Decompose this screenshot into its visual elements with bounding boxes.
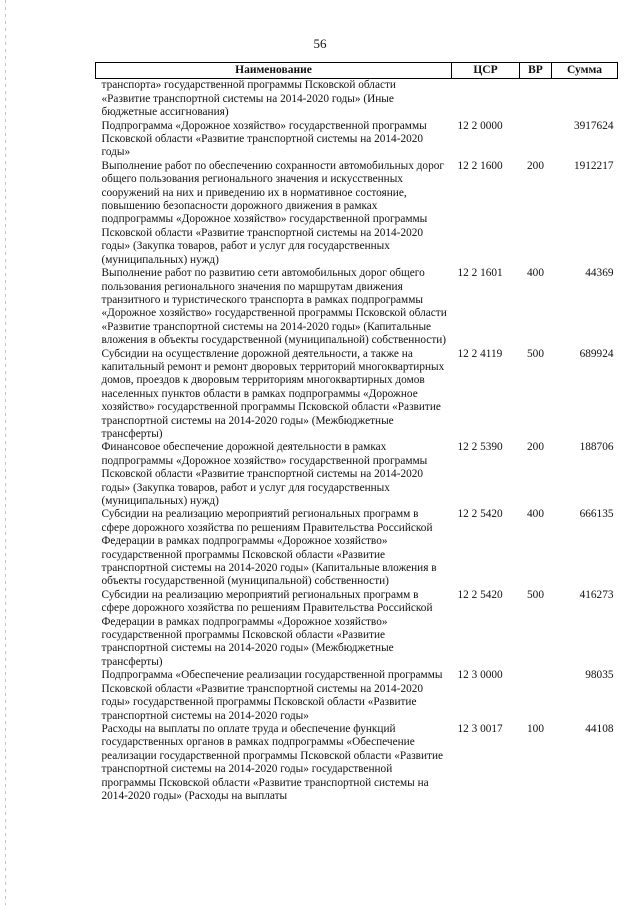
row-sum: 44369 [585, 267, 614, 280]
row-name: транспорта» государственной программы Псковской области «Развитие транспортной системы на 2014-2020 годы» (Иные бюджетные ассигнования) [101, 79, 396, 119]
row-csr: 12 2 1601 [457, 267, 503, 280]
row-csr: 12 2 4119 [457, 347, 503, 360]
row-name: Субсидии на осуществление дорожной деятельности, а также на капитальный ремонт и ремонт дворовых территорий многоквартирных домов, проездов к дворовым территориям многоквартирных домов населенных пунктов области в рамках подпрограммы «Дорожное хозяйство» государственной программы Псковской области «Развитие транспортной системы на 2014-2020 годы» (Межбюджетные трансферты) [101, 347, 445, 440]
row-name: Субсидии на реализацию мероприятий региональных программ в сфере дорожного хозяйства по решениям Правительства Российской Федерации в рамках подпрограммы «Дорожное хозяйство» государственной программы Псковской области «Развитие транспортной системы на 2014-2020 годы» (Межбюджетные трансферты) [101, 588, 433, 668]
table-row [96, 723, 618, 803]
budget-table [95, 62, 618, 803]
row-sum [552, 79, 618, 120]
row-sum: 666135 [579, 508, 614, 521]
row-vr: 200 [527, 159, 544, 172]
table-row [96, 160, 618, 267]
table-row [96, 669, 618, 723]
row-csr: 12 2 1600 [457, 159, 503, 172]
table-header [96, 63, 618, 79]
header-csr: ЦСР [452, 63, 520, 79]
row-vr: 400 [527, 267, 544, 280]
row-vr: 200 [527, 441, 544, 454]
row-sum: 98035 [585, 669, 614, 682]
page-number: 56 [313, 36, 327, 51]
scan-edge-artifact [5, 0, 6, 905]
row-vr [520, 79, 552, 120]
row-sum: 3917624 [573, 119, 614, 132]
row-name: Финансовое обеспечение дорожной деятельности в рамках подпрограммы «Дорожное хозяйство» государственной программы Псковской области «Развитие транспортной системы на 2014-2020 годы» (Закупка товаров, работ и услуг для государственных (муниципальных) нужд) [101, 441, 428, 507]
table-row [96, 79, 618, 120]
row-vr [520, 120, 552, 160]
row-csr: 12 2 5390 [457, 441, 503, 454]
row-vr: 100 [527, 722, 544, 735]
header-row [96, 63, 618, 79]
row-vr: 500 [527, 588, 544, 601]
row-csr [452, 79, 520, 120]
row-name: Субсидии на реализацию мероприятий региональных программ в сфере дорожного хозяйства по решениям Правительства Российской Федерации в рамках подпрограммы «Дорожное хозяйство» государственной программы Псковской области «Развитие транспортной системы на 2014-2020 годы» (Капитальные вложения в объекты государственной (муниципальной) собственности) [101, 508, 437, 588]
table-row [96, 267, 618, 347]
row-sum: 188706 [579, 441, 614, 454]
table-row [96, 348, 618, 442]
row-csr: 12 2 5420 [457, 588, 503, 601]
table-row [96, 508, 618, 588]
row-sum: 416273 [579, 588, 614, 601]
row-csr: 12 2 5420 [457, 508, 503, 521]
row-sum: 689924 [579, 347, 614, 360]
row-name: Выполнение работ по обеспечению сохранности автомобильных дорог общего пользования регионального значения и искусственных сооружений на них и приведению их в нормативное состояние, повышению безопасности дорожного движения в рамках подпрограммы «Дорожное хозяйство» государственной программы Псковской области «Развитие транспортной системы на 2014-2020 годы» (Закупка товаров, работ и услуг для государственных (муниципальных) нужд) [101, 159, 445, 266]
row-vr: 400 [527, 508, 544, 521]
row-name: Подпрограмма «Обеспечение реализации государственной программы Псковской области «Развитие транспортной системы на 2014-2020 годы» государственной программы Псковской области «Развитие транспортной системы на 2014-2020 годы» [101, 669, 443, 722]
table-body [96, 79, 618, 803]
row-csr: 12 2 0000 [457, 119, 503, 132]
row-name: Подпрограмма «Дорожное хозяйство» государственной программы Псковской области «Развитие транспортной системы на 2014-2020 годы» [101, 119, 427, 159]
row-sum: 1912217 [573, 159, 614, 172]
row-csr: 12 3 0017 [457, 722, 503, 735]
row-vr: 500 [527, 347, 544, 360]
header-name: Наименование [96, 63, 452, 79]
header-sum: Сумма [552, 63, 618, 79]
row-name: Выполнение работ по развитию сети автомобильных дорог общего пользования регионального значения по маршрутам движения транзитного и туристического транспорта в рамках подпрограммы «Дорожное хозяйство» государственной программы Псковской области «Развитие транспортной системы на 2014-2020 годы» (Капитальные вложения в объекты государственной (муниципальной) собственности) [101, 267, 447, 347]
header-vr: ВР [520, 63, 552, 79]
row-csr: 12 3 0000 [457, 669, 503, 682]
row-name: Расходы на выплаты по оплате труда и обеспечение функций государственных органов в рамках подпрограммы «Обеспечение реализации государственной программы Псковской области «Развитие транспортной системы на 2014-2020 годы» государственной программы Псковской области «Развитие транспортной системы на 2014-2020 годы» (Расходы на выплаты [101, 722, 444, 802]
row-vr [520, 669, 552, 723]
row-sum: 44108 [585, 722, 614, 735]
table-row [96, 441, 618, 508]
table-row [96, 120, 618, 160]
table-row [96, 589, 618, 669]
